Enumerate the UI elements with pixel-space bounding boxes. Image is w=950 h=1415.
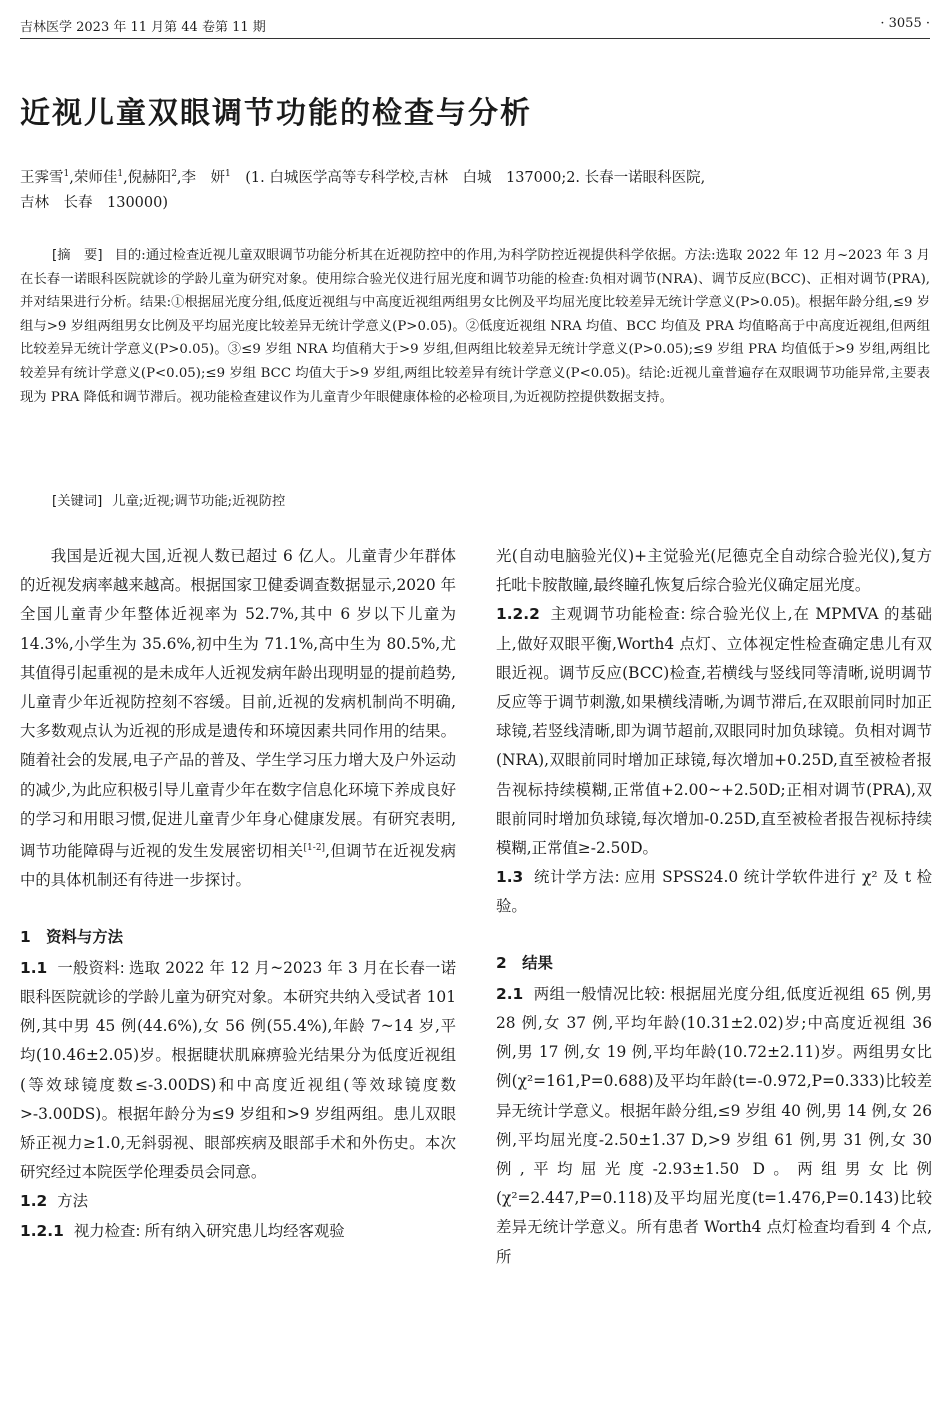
abstract-text: 目的:通过检查近视儿童双眼调节功能分析其在近视防控中的作用,为科学防控近视提供科学依据。方法:选取 2022 年 12 月~2023 年 3 月在长春一诺眼科医院就诊的学龄儿童为研究对象。使用综合验光仪进行屈光度和调节功能的检查:负相对调节(NRA)、调节反应(BCC)、正相对调节(PRA),并对结果进行分析。结果:①根据屈光度分组,低度近视组与中高度近视组两组男女比例及平均屈光度比较差异无统计学意义(P>0.05)。根据年龄分组,≤9 岁组与>9 岁组两组男女比例及平均屈光度比较差异无统计学意义(P>0.05)。②低度近视组 NRA 均值、BCC 均值及 PRA 均值略高于中高度近视组,但两组比较差异无统计学意义(P>0.05)。③≤9 岁组 NRA 均值稍大于>9 岁组,但两组比较差异无统计学意义(P>0.05);≤9 岁组 PRA 均值低于>9 岁组,两组比较差异有统计学意义(P<0.05);≤9 岁组 BCC 均值大于>9 岁组,两组比较差异有统计学意义(P<0.05)。结论:近视儿童普遍存在双眼调节功能异常,主要表现为 PRA 降低和调节滞后。视功能检查建议作为儿童青少年眼健康体检的必检项目,为近视防控提供数据支持。 <box>20 248 930 405</box>
abstract <box>20 244 930 409</box>
subsection-1-1 <box>20 954 456 1188</box>
citation: [1-2] <box>303 843 326 854</box>
page-number: · 3055 · <box>880 16 930 31</box>
header-rule <box>20 38 930 39</box>
subsection-number: 1.2.2 <box>496 605 540 624</box>
keywords-label: [关键词] <box>52 494 103 509</box>
subsection-2-1 <box>496 980 932 1272</box>
running-header <box>20 14 930 38</box>
left-column <box>20 542 456 1246</box>
subsection-title: 主观调节功能检查: <box>549 605 686 624</box>
subsection-number: 1.2 <box>20 1192 48 1211</box>
subsection-1-2-2 <box>496 600 932 863</box>
right-column <box>496 542 932 1272</box>
subsection-number: 1.3 <box>496 868 524 887</box>
subsection-title: 统计学方法: <box>533 868 620 887</box>
author-names: ,倪赫阳 <box>123 169 172 186</box>
subsection-number: 2.1 <box>496 984 524 1003</box>
abstract-label: [摘 要] <box>52 248 103 263</box>
author-block <box>20 162 920 216</box>
author-affil-mark: 1 <box>117 169 124 179</box>
author-affil-mark: 1 <box>63 169 70 179</box>
author-names: ,荣师佳 <box>69 169 118 186</box>
subsection-text: 所有纳入研究患儿均经客观验 <box>144 1221 345 1240</box>
author-names: 王霁雪 <box>20 169 64 186</box>
section-heading: 2 结果 <box>496 953 553 972</box>
subsection-title: 视力检查: <box>73 1221 141 1240</box>
subsection-1-3 <box>496 863 932 921</box>
subsection-text: 应用 SPSS24.0 统计学软件进行 χ² 及 t 检验。 <box>496 868 932 916</box>
author-affil-mark: 2 <box>171 169 177 179</box>
keywords <box>52 490 285 509</box>
subsection-title: 两组一般情况比较: <box>533 984 666 1003</box>
subsection-1-2 <box>20 1187 456 1216</box>
subsection-number: 1.1 <box>20 958 48 977</box>
paper-title: 近视儿童双眼调节功能的检查与分析 <box>20 96 532 131</box>
subsection-number: 1.2.1 <box>20 1221 64 1240</box>
subsection-title: 一般资料: <box>57 958 125 977</box>
intro-paragraph <box>20 542 456 896</box>
section-heading: 1 资料与方法 <box>20 927 124 946</box>
subsection-text: 综合验光仪上,在 MPMVA 的基础上,做好双眼平衡,Worth4 点灯、立体视定性检查确定患儿有双眼近视。调节反应(BCC)检查,若横线与竖线同等清晰,说明调节反应等于调节刺激,如果横线清晰,为调节滞后,在双眼前同时加正球镜,若竖线清晰,即为调节超前,双眼同时加负球镜。负相对调节(NRA),双眼前同时增加正球镜,每次增加+0.25D,直至被检者报告视标持续模糊,正常值+2.00~+2.50D;正相对调节(PRA),双眼前同时增加负球镜,每次增加-0.25D,直至被检者报告视标持续模糊,正常值≥-2.50D。 <box>496 605 932 858</box>
subsection-text: 根据屈光度分组,低度近视组 65 例,男 28 例,女 37 例,平均年龄(10.31±2.02)岁;中高度近视组 36 例,男 17 例,女 19 例,平均年龄(10.72±2.11)岁。两组男女比例(χ²=161,P=0.688)及平均年龄(t=-0.972,P=0.333)比较差异无统计学意义。根据年龄分组,≤9 岁组 40 例,男 14 例,女 26 例,平均屈光度-2.50±1.37 D,>9 岁组 61 例,男 31 例,女 30 例,平均屈光度-2.93±1.50 D。两组男女比例(χ²=2.447,P=0.118)及平均屈光度(t=1.476,P=0.143)比较差异无统计学意义。所有患者 Worth4 点灯检查均看到 4 个点,所 <box>496 984 933 1266</box>
affiliation: (1. 白城医学高等专科学校,吉林 白城 137000;2. 长春一诺眼科医院, <box>230 169 706 186</box>
continued-paragraph: 光(自动电脑验光仪)+主觉验光(尼德克全自动综合验光仪),复方托吡卡胺散瞳,最终瞳孔恢复后综合验光仪确定屈光度。 <box>496 547 932 595</box>
journal-info: 吉林医学 2023 年 11 月第 44 卷第 11 期 <box>20 20 266 35</box>
author-affil-mark: 1 <box>225 169 231 179</box>
intro-text-cont: ,但调节在近视发病中的具体机制还有待进一步探讨。 <box>20 842 456 890</box>
intro-text: 我国是近视大国,近视人数已超过 6 亿人。儿童青少年群体的近视发病率越来越高。根据国家卫健委调查数据显示,2020 年全国儿童青少年整体近视率为 52.7%,其中 6 岁以下儿童为 14.3%,小学生为 35.6%,初中生为 71.1%,高中生为 80.5%,尤其值得引起重视的是未成年人近视发病年龄出现明显的提前趋势,儿童青少年近视防控刻不容缓。目前,近视的发病机制尚不明确,大多数观点认为近视的形成是遗传和环境因素共同作用的结果。随着社会的发展,电子产品的普及、学生学习压力增大及户外运动的减少,为此应积极引导儿童青少年在数字信息化环境下养成良好的学习和用眼习惯,促进儿童青少年身心健康发展。有研究表明,调节功能障碍与近视的发生发展密切相关 <box>20 547 456 861</box>
author-names: ,李 妍 <box>176 169 226 186</box>
subsection-title: 方法 <box>57 1192 89 1211</box>
subsection-1-2-1 <box>20 1217 456 1246</box>
keywords-text: 儿童;近视;调节功能;近视防控 <box>112 494 286 509</box>
subsection-text: 选取 2022 年 12 月~2023 年 3 月在长春一诺眼科医院就诊的学龄儿童为研究对象。本研究共纳入受试者 101 例,其中男 45 例(44.6%),女 56 例(55.4%),年龄 7~14 岁,平均(10.46±2.05)岁。根据睫状肌麻痹验光结果分为低度近视组(等效球镜度数≤-3.00DS)和中高度近视组(等效球镜度数>-3.00DS)。根据年龄分为≤9 岁组和>9 岁组两组。患儿双眼矫正视力≥1.0,无斜弱视、眼部疾病及眼部手术和外伤史。本次研究经过本院医学伦理委员会同意。 <box>20 958 457 1182</box>
affiliation-cont: 吉林 长春 130000) <box>20 194 169 211</box>
